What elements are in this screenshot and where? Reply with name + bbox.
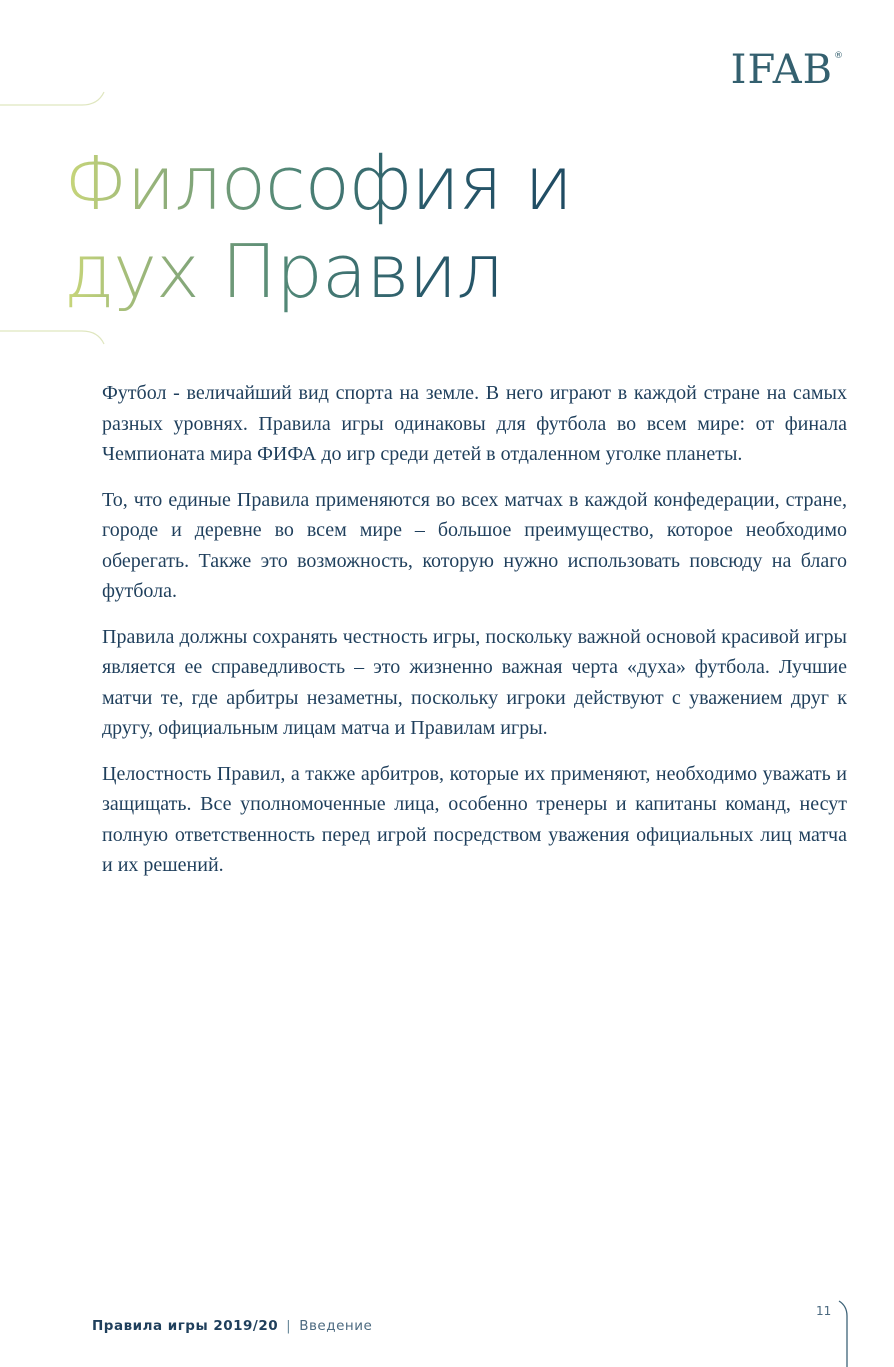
paragraph: Футбол - величайший вид спорта на земле. В него играют в каждой стране на самых разных уровнях. Правила игры одинаковы для футбола во всем мире: от финала Чемпионата мира ФИФА до игр среди детей в отдаленном уголке планеты. bbox=[102, 382, 847, 465]
page-number: 11 bbox=[816, 1304, 832, 1318]
footer-document-title: Правила игры 2019/20 bbox=[92, 1318, 279, 1334]
page-title bbox=[64, 140, 572, 316]
decorative-curve-bottom bbox=[0, 324, 110, 348]
body-text bbox=[102, 378, 847, 896]
footer-section-name: Введение bbox=[299, 1318, 373, 1334]
paragraph: Целостность Правил, а также арбитров, которые их применяют, необходимо уважать и защищать. Все уполномоченные лица, особенно тренеры и капитаны команд, несут полную ответственность перед игрой посредством уважения официальных лиц матча и их решений. bbox=[102, 762, 847, 876]
page-title-line-2: дух Правил bbox=[64, 229, 503, 315]
page-footer bbox=[92, 1318, 372, 1334]
paragraph: Правила должны сохранять честность игры, поскольку важной основой красивой игры является ее справедливость – это жизненно важная черта «духа» футбола. Лучшие матчи те, где арбитры незаметны, поскольку игроки действуют с уважением друг к другу, официальным лицам матча и Правилам игры. bbox=[102, 625, 847, 739]
decorative-curve-top bbox=[0, 88, 110, 110]
footer-separator: | bbox=[286, 1318, 292, 1334]
ifab-logo bbox=[730, 47, 844, 93]
page-title-line-1: Философия и bbox=[64, 141, 572, 227]
paragraph: То, что единые Правила применяются во всех матчах в каждой конфедерации, стране, городе и деревне во всем мире – большое преимущество, которое необходимо оберегать. Также это возможность, которую нужно использовать повсюду на благо футбола. bbox=[102, 488, 847, 602]
registered-mark: ® bbox=[834, 51, 844, 61]
logo-text: IFAB bbox=[730, 47, 833, 93]
page-corner-bracket bbox=[838, 1300, 852, 1367]
